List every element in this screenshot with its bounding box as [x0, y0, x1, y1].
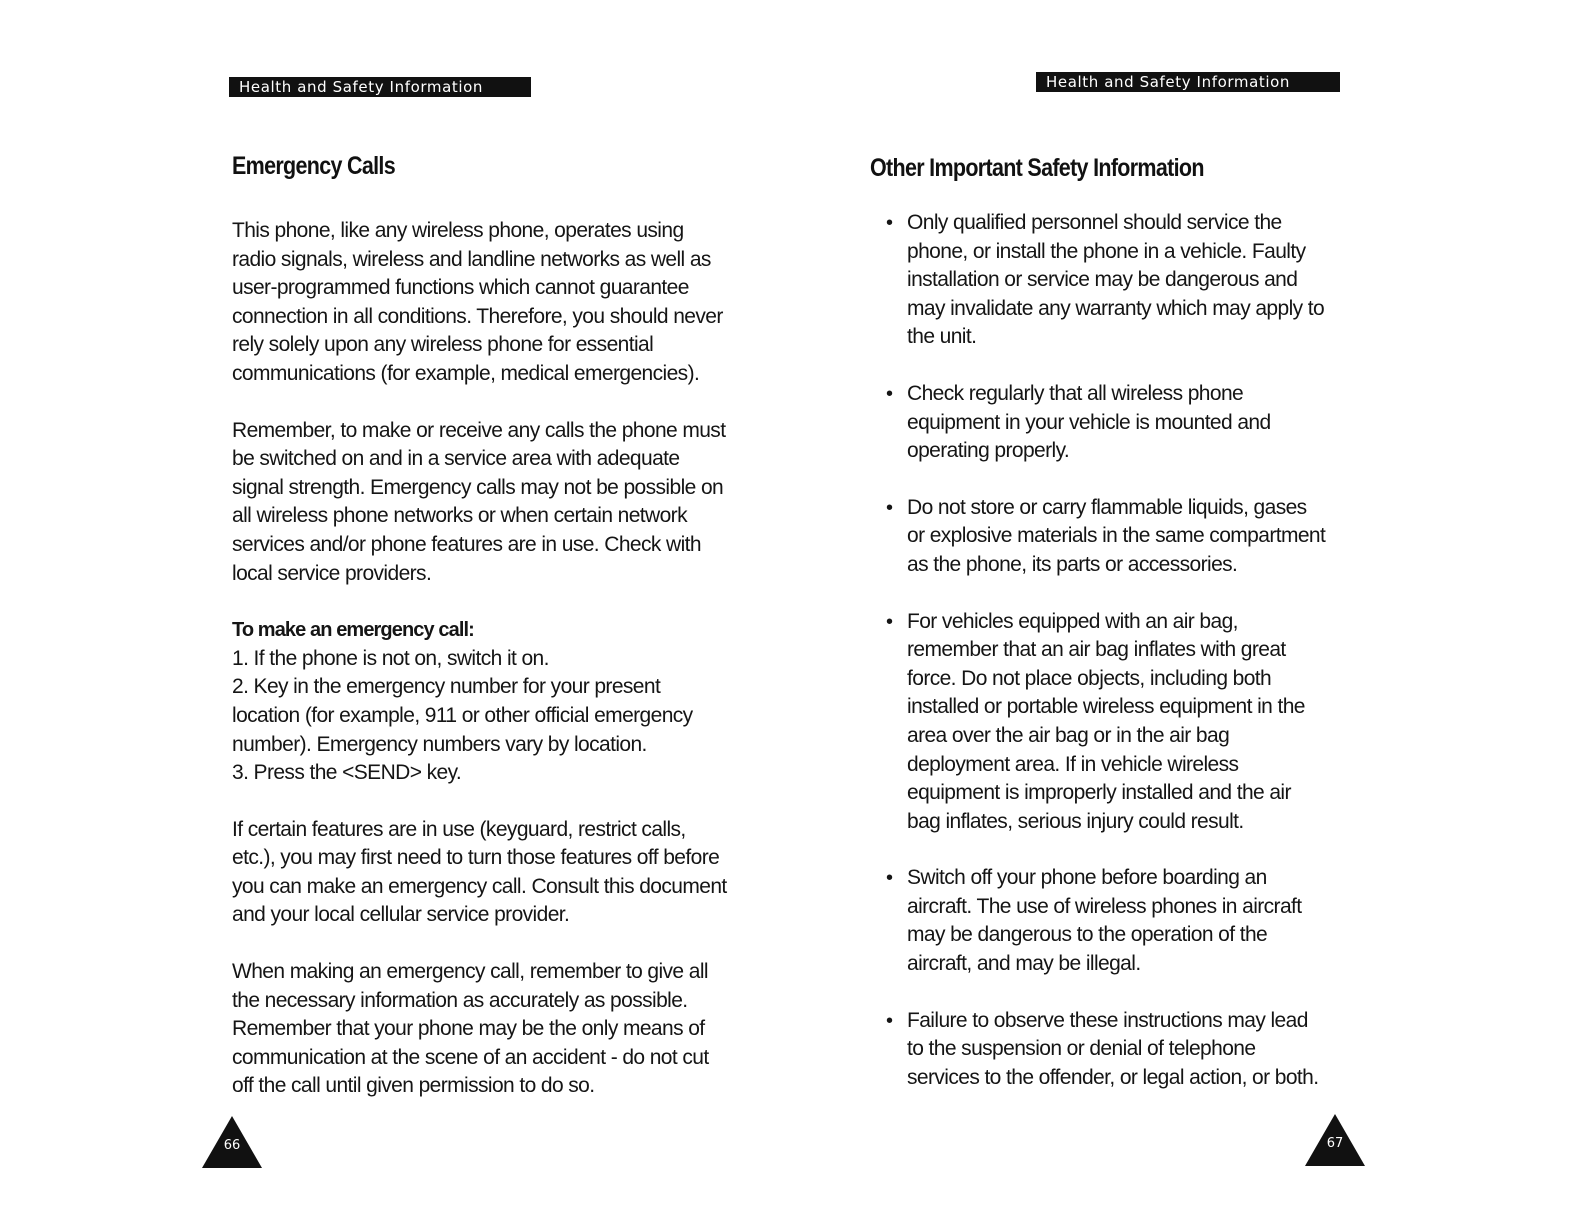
page-number: 67: [1326, 1136, 1344, 1151]
step-item: 2. Key in the emergency number for your present location (for example, 911 or other official emergency number). Emergency numbers vary by location.: [232, 675, 693, 756]
bullet-item: • Do not store or carry flammable liquids, gases or explosive materials in the same compartment as the phone, its parts or accessories.: [886, 494, 1326, 580]
bullet-item: • For vehicles equipped with an air bag, remember that an air bag inflates with great force. Do not place objects, including both installed or portable wireless equipment in the area over the air bag or in the air bag deployment area. If in vehicle wireless equipment is improperly installed and the air bag inflates, serious injury could result.: [886, 608, 1326, 837]
section-header-bar: Health and Safety Information: [1036, 72, 1340, 92]
page-number: 66: [223, 1138, 241, 1153]
page-title: Other Important Safety Information: [870, 154, 1204, 182]
bullet-item: • Check regularly that all wireless phone equipment in your vehicle is mounted and operating properly.: [886, 380, 1326, 466]
page-number-marker: [202, 1116, 262, 1168]
step-item: 1. If the phone is not on, switch it on.: [232, 646, 549, 670]
paragraph: This phone, like any wireless phone, operates using radio signals, wireless and landline networks as well as user-programmed functions which cannot guarantee connection in all conditions. Therefore, you should never rely solely upon any wireless phone for essential communications (for example, medical emergencies).: [232, 219, 723, 385]
page-title: Emergency Calls: [232, 152, 395, 180]
bullet-item: • Failure to observe these instructions may lead to the suspension or denial of telephone services to the offender, or legal action, or both.: [886, 1007, 1326, 1093]
step-item: 3. Press the <SEND> key.: [232, 761, 462, 785]
emergency-calls-content: [232, 217, 732, 1101]
right-page: [789, 0, 1578, 1221]
bullet-list: [886, 209, 1326, 1092]
paragraph: If certain features are in use (keyguard, restrict calls, etc.), you may first need to turn those features off before you can make an emergency call. Consult this document and your local cellular service provider.: [232, 817, 727, 927]
section-header-bar: Health and Safety Information: [229, 77, 531, 97]
steps-heading: To make an emergency call:: [232, 619, 474, 642]
safety-info-content: [886, 209, 1326, 1120]
paragraph: When making an emergency call, remember to give all the necessary information as accurately as possible. Remember that your phone may be the only means of communication at the scene of an accident - do not cut off the call until given permission to do so.: [232, 960, 709, 1098]
bullet-item: • Switch off your phone before boarding an aircraft. The use of wireless phones in aircraft may be dangerous to the operation of the aircraft, and may be illegal.: [886, 864, 1326, 978]
paragraph: Remember, to make or receive any calls the phone must be switched on and in a service area with adequate signal strength. Emergency calls may not be possible on all wireless phone networks or when certain network services and/or phone features are in use. Check with local service providers.: [232, 418, 726, 585]
page-number-marker: [1305, 1114, 1365, 1166]
bullet-item: • Only qualified personnel should service the phone, or install the phone in a vehicle. Faulty installation or service may be dangerous and may invalidate any warranty which may apply to the unit.: [886, 209, 1326, 352]
